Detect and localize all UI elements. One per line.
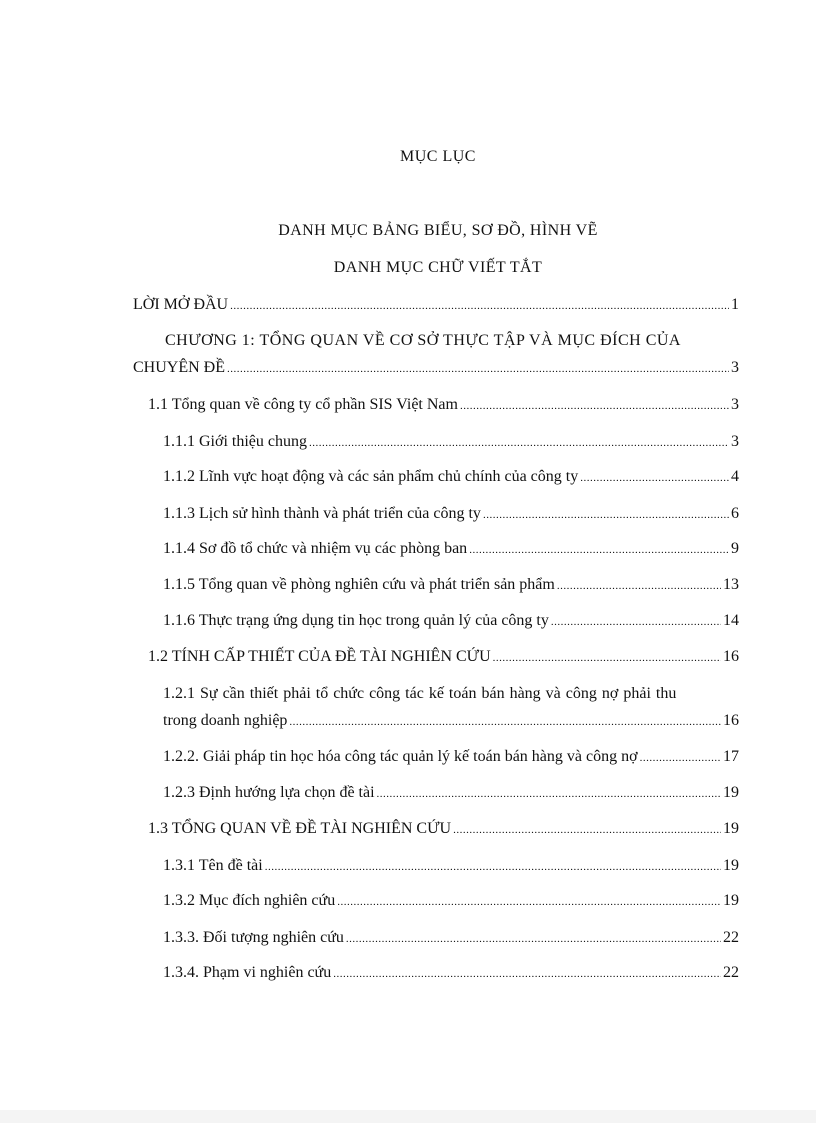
toc-entry[interactable] <box>163 431 739 454</box>
leader-dots <box>580 467 729 489</box>
leader-dots <box>377 783 721 805</box>
leader-dots <box>230 295 729 317</box>
toc-entry-page: 17 <box>723 748 739 765</box>
leader-dots <box>227 358 729 380</box>
toc-entry[interactable] <box>163 610 739 633</box>
toc-entry[interactable] <box>163 890 739 913</box>
leader-dots <box>483 504 729 526</box>
toc-entry-label: 1.3.2 Mục đích nghiên cứu <box>163 892 336 909</box>
toc-chapter1-line1: CHƯƠNG 1: TỔNG QUAN VỀ CƠ SỞ THỰC TẬP VÀ MỤC ĐÍCH CỦA <box>165 332 681 349</box>
leader-dots <box>453 819 721 841</box>
toc-entry-page: 4 <box>731 468 739 485</box>
toc-title: MỤC LỤC <box>400 148 476 165</box>
toc-entry-page: 19 <box>723 857 739 874</box>
toc-entry-intro[interactable] <box>133 294 739 317</box>
toc-entry-label: 1.1.6 Thực trạng ứng dụng tin học trong quản lý của công ty <box>163 612 549 629</box>
toc-entry-page: 3 <box>731 359 739 376</box>
leader-dots <box>551 611 721 633</box>
toc-entry-page: 3 <box>731 433 739 450</box>
toc-entry-label: trong doanh nghiệp <box>163 712 288 729</box>
toc-entry-chapter1[interactable] <box>133 357 739 380</box>
toc-entry[interactable] <box>148 646 739 669</box>
page-bottom-edge <box>0 1110 816 1123</box>
toc-entry-page: 19 <box>723 892 739 909</box>
leader-dots <box>265 856 721 878</box>
toc-entry[interactable] <box>163 538 739 561</box>
toc-entry-page: 19 <box>723 784 739 801</box>
toc-entry-label: 1.2 TÍNH CẤP THIẾT CỦA ĐỀ TÀI NGHIÊN CỨU <box>148 648 491 665</box>
toc-entry-label: 1.1.2 Lĩnh vực hoạt động và các sản phẩm chủ chính của công ty <box>163 468 579 485</box>
leader-dots <box>337 891 721 913</box>
toc-entry[interactable] <box>163 466 739 489</box>
toc-entry-page: 1 <box>731 296 739 313</box>
toc-entry-label: 1.1.5 Tổng quan về phòng nghiên cứu và phát triển sản phẩm <box>163 576 555 593</box>
toc-entry-page: 13 <box>723 576 739 593</box>
toc-entry-page: 16 <box>723 648 739 665</box>
toc-entry-label: 1.3.3. Đối tượng nghiên cứu <box>163 929 344 946</box>
toc-entry-121-line1: 1.2.1 Sự cần thiết phải tổ chức công tác kế toán bán hàng và công nợ phải thu <box>163 685 677 702</box>
toc-entry[interactable] <box>148 394 739 417</box>
toc-entry-label: 1.2.2. Giải pháp tin học hóa công tác quản lý kế toán bán hàng và công nợ <box>163 748 638 765</box>
leader-dots <box>493 647 721 669</box>
toc-entry[interactable] <box>163 574 739 597</box>
toc-entry-page: 22 <box>723 929 739 946</box>
leader-dots <box>346 928 721 950</box>
toc-entry-page: 9 <box>731 540 739 557</box>
toc-entry-label: 1.3.1 Tên đề tài <box>163 857 263 874</box>
toc-entry-label: CHUYÊN ĐỀ <box>133 359 225 376</box>
toc-entry[interactable] <box>163 503 739 526</box>
toc-entry[interactable] <box>163 746 739 769</box>
leader-dots <box>333 963 721 985</box>
toc-entry-page: 3 <box>731 396 739 413</box>
toc-entry-label: LỜI MỞ ĐẦU <box>133 296 229 313</box>
toc-entry-label: 1.1.3 Lịch sử hình thành và phát triển của công ty <box>163 505 481 522</box>
toc-entry[interactable] <box>163 782 739 805</box>
toc-entry[interactable] <box>163 962 739 985</box>
toc-entry[interactable] <box>148 818 739 841</box>
toc-entry[interactable] <box>163 855 739 878</box>
list-of-figures-heading: DANH MỤC BẢNG BIỂU, SƠ ĐỒ, HÌNH VẼ <box>278 222 598 239</box>
toc-entry-label: 1.1.1 Giới thiệu chung <box>163 433 307 450</box>
leader-dots <box>469 539 729 561</box>
toc-entry[interactable] <box>163 710 739 733</box>
list-of-abbreviations-heading: DANH MỤC CHỮ VIẾT TẮT <box>333 259 543 276</box>
toc-entry-label: 1.3.4. Phạm vi nghiên cứu <box>163 964 332 981</box>
toc-entry-label: 1.2.3 Định hướng lựa chọn đề tài <box>163 784 375 801</box>
leader-dots <box>640 747 721 769</box>
toc-entry-label: 1.1 Tổng quan về công ty cổ phần SIS Việt Nam <box>148 396 458 413</box>
toc-entry-page: 16 <box>723 712 739 729</box>
toc-entry-page: 6 <box>731 505 739 522</box>
leader-dots <box>289 711 721 733</box>
toc-entry-page: 14 <box>723 612 739 629</box>
leader-dots <box>460 395 729 417</box>
leader-dots <box>309 432 729 454</box>
toc-entry-page: 19 <box>723 820 739 837</box>
leader-dots <box>557 575 721 597</box>
toc-entry[interactable] <box>163 927 739 950</box>
toc-entry-page: 22 <box>723 964 739 981</box>
toc-entry-label: 1.1.4 Sơ đồ tổ chức và nhiệm vụ các phòng ban <box>163 540 468 557</box>
toc-entry-label: 1.3 TỔNG QUAN VỀ ĐỀ TÀI NGHIÊN CỨU <box>148 820 452 837</box>
